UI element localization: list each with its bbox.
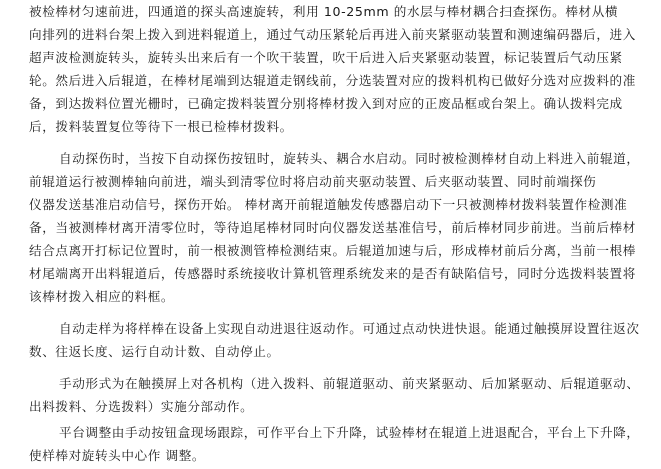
paragraph-2-line-6: 材尾端离开出料辊道后，传感器时系统接收计算机管理系统发来的是否有缺陷信号，同时分选拨料装置将 bbox=[29, 266, 636, 281]
paragraph-2-line-3: 仪器发送基准启动信号，探伤开始。 棒材离开前辊道触发传感器启动下一只被测棒材拨料装置作检测准 bbox=[29, 197, 628, 212]
paragraph-2-line-5: 结合点离开打标记位置时，前一根被测管棒检测结束。后辊道加速与后，形成棒材前后分离，当前一根棒 bbox=[29, 243, 636, 258]
paragraph-1-line-5: 备，到达拨料位置光栅时，已确定拨料装置分别将棒材拨入到对应的正废品框或台架上。确认拨料完成 bbox=[29, 96, 623, 111]
paragraph-1-line-1: 被检棒材匀速前进，四通道的探头高速旋转，利用 10-25mm 的水层与棒材耦合扫查探伤。棒材从横 bbox=[29, 4, 619, 19]
paragraph-1-line-4: 轮。然后进入后辊道，在棒材尾端到达辊道走钢线前，分选装置对应的拨料机构已做好分选对应拨料的准 bbox=[29, 73, 636, 88]
paragraph-2-line-1: 自动探伤时，当按下自动探伤按钮时，旋转头、耦合水启动。同时被检测棒材自动上料进入前辊道， bbox=[59, 151, 640, 166]
paragraph-1-line-3: 超声波检测旋转头，旋转头出来后有一个吹干装置，吹干后进入后夹紧驱动装置，标记装置后气动压紧 bbox=[29, 50, 623, 65]
paragraph-1-line-2: 向排列的进料台架上拨入到进料辊道上，通过气动压紧轮后再进入前夹紧驱动装置和测速编码器后，进入 bbox=[29, 27, 636, 42]
paragraph-1-line-6: 后，拨料装置复位等待下一根已检棒材拨料。 bbox=[29, 119, 293, 134]
paragraph-2-line-7: 该棒材拨入相应的料框。 bbox=[29, 289, 175, 304]
paragraph-2-line-2: 前辊道运行被测棒轴向前进，端头到清零位时将启动前夹驱动装置、后夹驱动装置、同时前端探伤 bbox=[29, 174, 597, 189]
paragraph-4-line-2: 出料拨料、分选拨料）实施分部动作。 bbox=[29, 399, 254, 414]
paragraph-3-line-1: 自动走样为将样棒在设备上实现自动进退往返动作。可通过点动快进快退。能通过触摸屏设置往返次 bbox=[59, 321, 640, 336]
paragraph-5-line-1: 平台调整由手动按钮盒现场跟踪，可作平台上下升降，试验棒材在辊道上进退配合，平台上下升降， bbox=[59, 425, 640, 440]
paragraph-4-line-1: 手动形式为在触摸屏上对各机构（进入拨料、前辊道驱动、前夹紧驱动、后加紧驱动、后辊道驱动、 bbox=[59, 376, 640, 391]
paragraph-3-line-2: 数、往返长度、运行自动计数、自动停止。 bbox=[29, 344, 280, 359]
paragraph-2-line-4: 备，当被测棒材离开清零位时，等待追尾棒材同时向仪器发送基准信号，前后棒材同步前进。当前后棒材 bbox=[29, 220, 636, 235]
paragraph-5-line-2: 使样棒对旋转头中心作 调整。 bbox=[29, 448, 206, 463]
